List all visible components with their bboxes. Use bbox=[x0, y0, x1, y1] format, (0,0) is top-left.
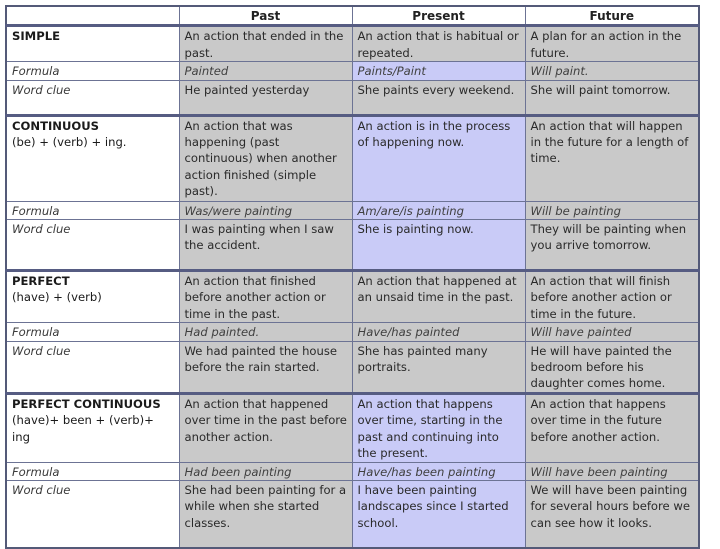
present-clue: I have been painting landscapes since I started school. bbox=[352, 480, 525, 548]
past-definition: An action that finished before another action or time in the past. bbox=[179, 271, 352, 323]
past-clue: We had painted the house before the rain started. bbox=[179, 341, 352, 393]
tense-name-cell bbox=[6, 115, 179, 201]
present-definition: An action that happened at an unsaid time in the past. bbox=[352, 271, 525, 323]
col-header-present: Present bbox=[352, 6, 525, 26]
word-clue-label: Word clue bbox=[6, 80, 179, 115]
future-clue: They will be painting when you arrive tomorrow. bbox=[525, 220, 699, 271]
past-definition: An action that ended in the past. bbox=[179, 26, 352, 62]
tense-name-cell bbox=[6, 393, 179, 462]
continuous-clue-row bbox=[6, 220, 699, 271]
past-formula: Was/were painting bbox=[179, 201, 352, 219]
tense-table bbox=[5, 5, 700, 549]
future-clue: We will have been painting for several hours before we can see how it looks. bbox=[525, 480, 699, 548]
present-formula: Paints/Paint bbox=[352, 62, 525, 80]
tense-form: (be) + (verb) + ing. bbox=[12, 135, 127, 150]
col-header-future: Future bbox=[525, 6, 699, 26]
present-definition: An action that happens over time, starting in the past and continuing into the present. bbox=[352, 393, 525, 462]
perfect-continuous-definition-row bbox=[6, 393, 699, 462]
past-formula: Had painted. bbox=[179, 323, 352, 341]
past-formula: Had been painting bbox=[179, 462, 352, 480]
formula-label: Formula bbox=[6, 462, 179, 480]
perfect-continuous-clue-row bbox=[6, 480, 699, 548]
header-row bbox=[6, 6, 699, 26]
tense-form: (have) + (verb) bbox=[12, 290, 102, 305]
future-formula: Will have painted bbox=[525, 323, 699, 341]
simple-formula-row bbox=[6, 62, 699, 80]
past-clue: She had been painting for a while when she started classes. bbox=[179, 480, 352, 548]
future-clue: He will have painted the bedroom before his daughter comes home. bbox=[525, 341, 699, 393]
col-header-past: Past bbox=[179, 6, 352, 26]
past-formula: Painted bbox=[179, 62, 352, 80]
perfect-clue-row bbox=[6, 341, 699, 393]
present-formula: Have/has painted bbox=[352, 323, 525, 341]
present-clue: She paints every weekend. bbox=[352, 80, 525, 115]
present-clue: She has painted many portraits. bbox=[352, 341, 525, 393]
word-clue-label: Word clue bbox=[6, 341, 179, 393]
tense-name-cell bbox=[6, 271, 179, 323]
tense-name: CONTINUOUS bbox=[12, 118, 100, 133]
simple-definition-row bbox=[6, 26, 699, 62]
present-formula: Have/has been painting bbox=[352, 462, 525, 480]
perfect-continuous-formula-row bbox=[6, 462, 699, 480]
past-definition: An action that was happening (past continuous) when another action finished (simple past). bbox=[179, 115, 352, 201]
past-definition: An action that happened over time in the past before another action. bbox=[179, 393, 352, 462]
past-clue: I was painting when I saw the accident. bbox=[179, 220, 352, 271]
future-definition: An action that happens over time in the future before another action. bbox=[525, 393, 699, 462]
tense-name: PERFECT CONTINUOUS bbox=[12, 396, 161, 411]
corner-cell bbox=[6, 6, 179, 26]
past-clue: He painted yesterday bbox=[179, 80, 352, 115]
present-definition: An action is in the process of happening now. bbox=[352, 115, 525, 201]
future-definition: An action that will finish before another action or time in the future. bbox=[525, 271, 699, 323]
present-formula: Am/are/is painting bbox=[352, 201, 525, 219]
tense-name-cell bbox=[6, 26, 179, 62]
simple-clue-row bbox=[6, 80, 699, 115]
formula-label: Formula bbox=[6, 201, 179, 219]
formula-label: Formula bbox=[6, 323, 179, 341]
present-definition: An action that is habitual or repeated. bbox=[352, 26, 525, 62]
tense-name: SIMPLE bbox=[12, 29, 61, 44]
future-formula: Will paint. bbox=[525, 62, 699, 80]
word-clue-label: Word clue bbox=[6, 480, 179, 548]
future-clue: She will paint tomorrow. bbox=[525, 80, 699, 115]
future-definition: An action that will happen in the future for a length of time. bbox=[525, 115, 699, 201]
continuous-formula-row bbox=[6, 201, 699, 219]
tense-form: (have)+ been + (verb)+ ing bbox=[12, 413, 154, 444]
future-definition: A plan for an action in the future. bbox=[525, 26, 699, 62]
formula-label: Formula bbox=[6, 62, 179, 80]
continuous-definition-row bbox=[6, 115, 699, 201]
tense-name: PERFECT bbox=[12, 274, 70, 289]
perfect-formula-row bbox=[6, 323, 699, 341]
future-formula: Will be painting bbox=[525, 201, 699, 219]
present-clue: She is painting now. bbox=[352, 220, 525, 271]
perfect-definition-row bbox=[6, 271, 699, 323]
future-formula: Will have been painting bbox=[525, 462, 699, 480]
word-clue-label: Word clue bbox=[6, 220, 179, 271]
